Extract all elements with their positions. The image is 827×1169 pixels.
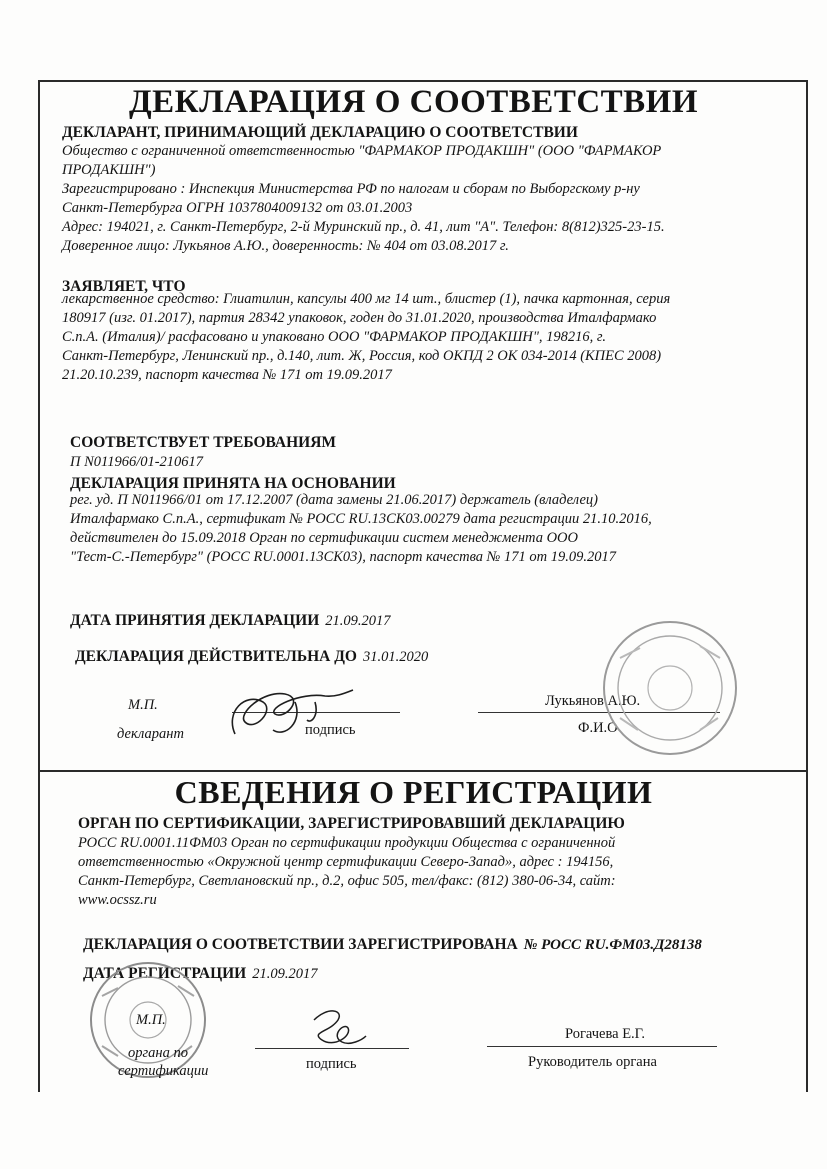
organ-caption-line-1: органа по — [128, 1045, 188, 1061]
declarant-header: ДЕКЛАРАНТ, ПРИНИМАЮЩИЙ ДЕКЛАРАЦИЮ О СООТВЕТСТВИИ — [62, 124, 578, 141]
registration-date-label: ДАТА РЕГИСТРАЦИИ — [83, 965, 247, 982]
registered-row — [83, 936, 702, 954]
certification-body-block — [78, 834, 768, 910]
declarant-line: Общество с ограниченной ответственностью "ФАРМАКОР ПРОДАКШН" (ООО "ФАРМАКОР — [62, 143, 662, 159]
declarant-signature — [215, 672, 375, 752]
declarant-line: Санкт-Петербурга ОГРН 1037804009132 от 03.01.2003 — [62, 200, 413, 216]
registration-title: СВЕДЕНИЯ О РЕГИСТРАЦИИ — [174, 774, 653, 810]
fio-caption: Ф.И.О — [578, 720, 618, 736]
states-line: 180917 (изг. 01.2017), партия 28342 упаковок, годен до 31.01.2020, производства Италфармако — [62, 310, 657, 326]
basis-header: ДЕКЛАРАЦИЯ ПРИНЯТА НА ОСНОВАНИИ — [70, 475, 396, 492]
stamp-place-label: М.П. — [128, 697, 158, 713]
section-divider — [38, 770, 806, 772]
states-line: 21.20.10.239, паспорт качества № 171 от 19.09.2017 — [62, 367, 392, 383]
certification-body-line: ответственностью «Окружной центр сертификации Северо-Запад», адрес : 194156, — [78, 854, 614, 870]
certification-body-header: ОРГАН ПО СЕРТИФИКАЦИИ, ЗАРЕГИСТРИРОВАВШИЙ ДЕКЛАРАЦИЮ — [78, 815, 625, 832]
basis-line: рег. уд. П N011966/01 от 17.12.2007 (дата замены 21.06.2017) держатель (владелец) — [70, 492, 598, 508]
signature-caption: подпись — [305, 722, 356, 738]
registration-signature-caption: подпись — [306, 1056, 357, 1072]
signer-name: Лукьянов А.Ю. — [545, 693, 641, 709]
declarant-line: Адрес: 194021, г. Санкт-Петербург, 2-й Муринский пр., д. 41, лит "А". Телефон: 8(812)325-23-15. — [62, 219, 665, 235]
acceptance-date: 21.09.2017 — [325, 613, 391, 629]
states-line: Санкт-Петербург, Ленинский пр., д.140, лит. Ж, Россия, код ОКПД 2 ОК 034-2014 (КПЕС 2008) — [62, 348, 662, 364]
declarant-line: ПРОДАКШН") — [62, 162, 156, 178]
registration-date: 21.09.2017 — [252, 966, 318, 982]
complies-header: СООТВЕТСТВУЕТ ТРЕБОВАНИЯМ — [70, 434, 337, 451]
declarant-caption: декларант — [117, 726, 184, 742]
certification-body-line: Санкт-Петербург, Светлановский пр., д.2, офис 505, тел/факс: (812) 380-06-34, сайт: — [78, 873, 616, 889]
certification-body-line: www.ocssz.ru — [78, 892, 157, 908]
valid-label: ДЕКЛАРАЦИЯ ДЕЙСТВИТЕЛЬНА ДО — [75, 648, 357, 665]
head-of-body-caption: Руководитель органа — [528, 1054, 657, 1070]
states-block — [62, 290, 767, 385]
basis-line: Италфармако С.п.А., сертификат № РОСС RU.13СК03.00279 дата регистрации 21.10.2016, — [70, 511, 652, 527]
registration-signature — [300, 1002, 380, 1052]
certification-body-line: РОСС RU.0001.11ФМ03 Орган по сертификации продукции Общества с ограниченной — [78, 835, 616, 851]
valid-date: 31.01.2020 — [362, 649, 429, 665]
declarant-block — [62, 142, 767, 256]
declaration-title: ДЕКЛАРАЦИЯ О СООТВЕТСТВИИ — [128, 84, 699, 120]
basis-block — [70, 491, 770, 567]
basis-line: "Тест-С.-Петербург" (РОСС RU.0001.13СК03), паспорт качества № 171 от 19.09.2017 — [70, 549, 616, 565]
declarant-stamp — [600, 618, 740, 758]
acceptance-date-row — [70, 612, 391, 630]
registered-label: ДЕКЛАРАЦИЯ О СООТВЕТСТВИИ ЗАРЕГИСТРИРОВАНА — [83, 936, 518, 953]
declarant-line: Доверенное лицо: Лукьянов А.Ю., доверенность: № 404 от 03.08.2017 г. — [62, 238, 509, 254]
declarant-line: Зарегистрировано : Инспекция Министерства РФ по налогам и сборам по Выборгскому р-ну — [62, 181, 640, 197]
acceptance-label: ДАТА ПРИНЯТИЯ ДЕКЛАРАЦИИ — [70, 612, 320, 629]
organ-caption-line-2: сертификации — [118, 1063, 209, 1079]
registration-name-line — [487, 1046, 717, 1047]
registration-signature-line — [255, 1048, 409, 1049]
registration-number: № РОСС RU.ФМ03.Д28138 — [523, 937, 702, 953]
registration-stamp-place-label: М.П. — [136, 1012, 166, 1028]
basis-line: действителен до 15.09.2018 Орган по сертификации систем менеджмента ООО — [70, 530, 578, 546]
registration-signer-name: Рогачева Е.Г. — [565, 1026, 646, 1042]
states-header: ЗАЯВЛЯЕТ, ЧТО — [62, 278, 186, 295]
valid-until-row — [75, 648, 428, 666]
states-line: лекарственное средство: Глиатилин, капсулы 400 мг 14 шт., блистер (1), пачка картонная, серия — [62, 291, 671, 307]
states-line: С.п.А. (Италия)/ расфасовано и упаковано ООО "ФАРМАКОР ПРОДАКШН", 198216, г. — [62, 329, 607, 345]
complies-value: П N011966/01-210617 — [70, 454, 204, 470]
